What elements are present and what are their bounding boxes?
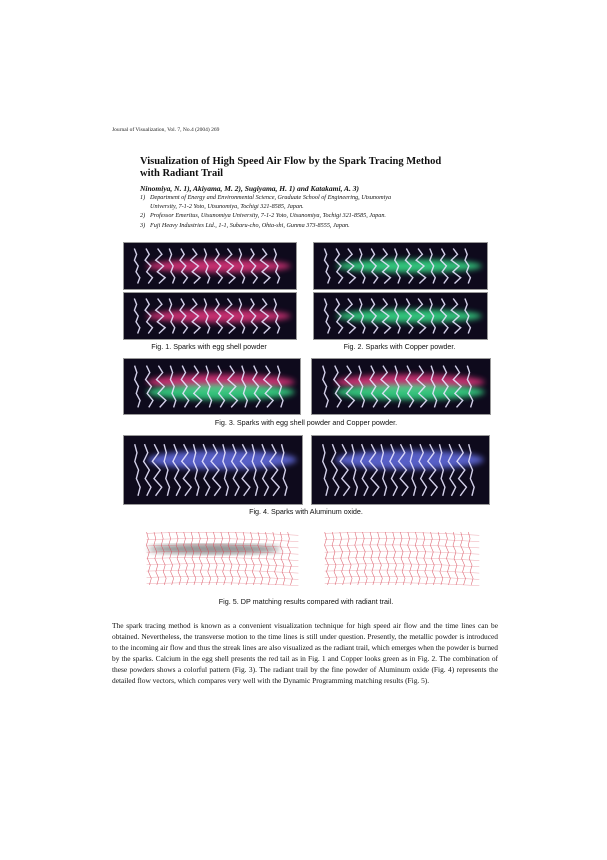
fig4-photo-left (123, 435, 303, 505)
affiliation-text: University, 7-1-2 Yoto, Utsunomiya, Tochigi 321-8585, Japan. (150, 202, 304, 210)
fig2-photo-bottom (313, 292, 488, 340)
fig1-caption: Fig. 1. Sparks with egg shell powder (151, 342, 267, 351)
affiliation-3 (140, 222, 470, 231)
affiliation-text: Fuji Heavy Industries Ltd., 1-1, Subaru-cho, Ohta-shi, Gunma 373-8555, Japan. (150, 222, 350, 229)
fig3-photo-right (311, 358, 491, 415)
affiliation-1 (140, 194, 470, 211)
fig1-photo-bottom (123, 292, 297, 340)
title-line-1: Visualization of High Speed Air Flow by the Spark Tracing Method (140, 156, 442, 167)
fig4-caption: Fig. 4. Sparks with Aluminum oxide. (249, 507, 363, 516)
author-list: Ninomiya, N. 1), Akiyama, M. 2), Sugiyama, H. 1) and Katakami, A. 3) (140, 184, 360, 193)
fig2-photo-top (313, 242, 488, 290)
journal-header: Journal of Visualization, Vol. 7, No.4 (2004) 269 (112, 127, 220, 133)
affiliation-number: 2) (140, 212, 146, 219)
fig1-photo-top (123, 242, 297, 290)
body-paragraph: The spark tracing method is known as a convenient visualization technique for high speed air flow and the time lines can be obtained. Nevertheless, the transverse motion to the time lines is still under question. Presently, the metallic powder is introduced to the incoming air flow and thus the streak lines are also visualized as the radiant trail, which emerges when the powder is burned by the sparks. Calcium in the egg shell presents the red tail as in Fig. 1 and Copper looks green as in Fig. 2. The combination of these powders shows a colorful pattern (Fig. 3). The radiant trail by the fine powder of Aluminum oxide (Fig. 4) represents the detailed flow vectors, which compares very well with the Dynamic Programming matching results (Fig. 5). (112, 621, 498, 685)
affiliation-text: Professor Emeritus, Utsunomiya University, 7-1-2 Yoto, Utsunomiya, Tochigi 321-8585, Japan. (150, 212, 386, 219)
fig5-dp-result-left (140, 527, 305, 590)
affiliation-number: 3) (140, 222, 146, 229)
fig5-caption: Fig. 5. DP matching results compared with radiant trail. (218, 597, 394, 606)
affiliation-text: Department of Energy and Environmental Science, Graduate School of Engineering, Utsunomiya (150, 194, 392, 201)
fig4-photo-right (311, 435, 490, 505)
affiliation-2 (140, 212, 470, 221)
affiliation-number: 1) (140, 194, 146, 201)
fig2-caption: Fig. 2. Sparks with Copper powder. (343, 342, 456, 351)
fig3-caption: Fig. 3. Sparks with egg shell powder and Copper powder. (214, 418, 398, 427)
fig3-photo-left (123, 358, 301, 415)
fig5-dp-result-right (318, 527, 486, 590)
paper-title (140, 156, 500, 180)
title-line-2: with Radiant Trail (140, 168, 224, 179)
